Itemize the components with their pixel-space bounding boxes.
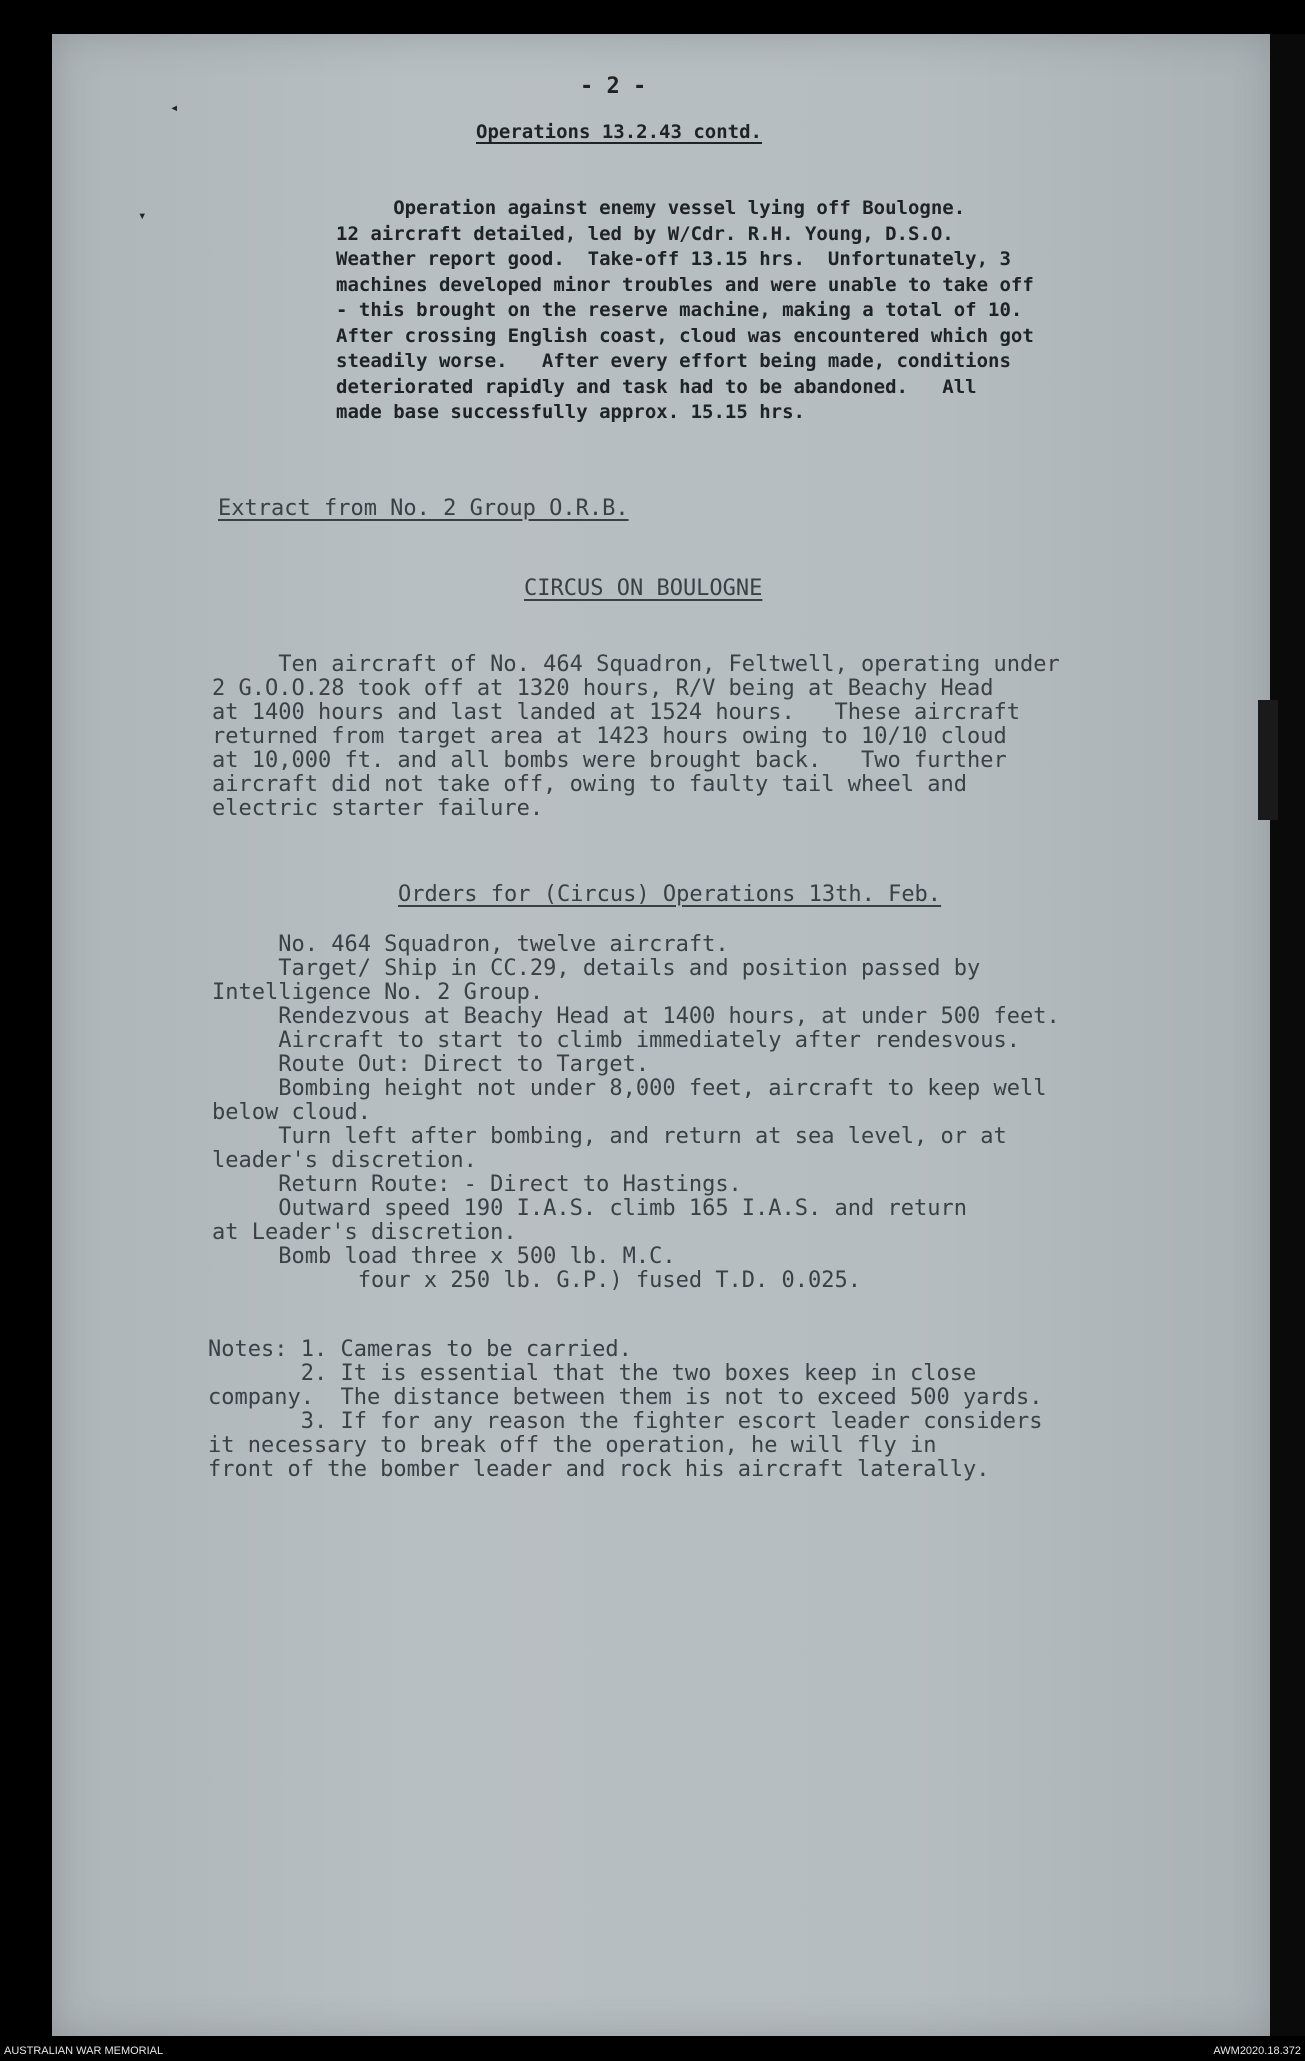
text-line: steadily worse. After every effort being made, conditions [336,350,1011,372]
text-line: No. 464 Squadron, twelve aircraft. [212,932,729,957]
text-line: 2 G.O.O.28 took off at 1320 hours, R/V being at Beachy Head [212,676,994,701]
section3-heading: Orders for (Circus) Operations 13th. Feb. [398,882,942,907]
text-line: Target/ Ship in CC.29, details and position passed by [212,956,981,981]
text-line: at 1400 hours and last landed at 1524 hours. These aircraft [212,700,1020,725]
text-line: below cloud. [212,1100,371,1125]
section2-body [212,653,1060,821]
section2-heading: Extract from No. 2 Group O.R.B. [218,496,629,521]
notes-body [208,1338,1042,1482]
section2-subheading: CIRCUS ON BOULOGNE [524,576,763,601]
text-line: machines developed minor troubles and were unable to take off [336,273,1034,296]
text-line: Bomb load three x 500 lb. M.C. [212,1244,676,1269]
text-line: at 10,000 ft. and all bombs were brought back. Two further [212,748,1007,773]
section3-body [212,933,1060,1293]
text-line: 3. If for any reason the fighter escort leader considers [208,1409,1043,1434]
punch-mark: ◂ [170,100,179,116]
text-line: - this brought on the reserve machine, making a total of 10. [336,299,1023,321]
punch-mark: ▾ [138,208,147,224]
text-line: 2. It is essential that the two boxes keep in close [208,1361,977,1386]
text-line: Bombing height not under 8,000 feet, aircraft to keep well [212,1076,1047,1101]
text-line: Route Out: Direct to Target. [212,1052,650,1077]
text-line: Notes: 1. Cameras to be carried. [208,1337,632,1362]
text-line: made base successfully approx. 15.15 hrs. [336,401,805,423]
text-line: Return Route: - Direct to Hastings. [212,1172,742,1197]
text-line: Weather report good. Take-off 13.15 hrs. Unfortunately, 3 [336,248,1011,270]
text-line: deteriorated rapidly and task had to be abandoned. All [336,375,977,398]
text-line: aircraft did not take off, owing to faulty tail wheel and [212,772,967,797]
text-line: After crossing English coast, cloud was encountered which got [336,324,1034,347]
text-line: four x 250 lb. G.P.) fused T.D. 0.025. [212,1268,862,1293]
page-number: - 2 - [580,74,647,99]
text-line: Operation against enemy vessel lying off Boulogne. [336,197,966,219]
footer-institution: AUSTRALIAN WAR MEMORIAL [4,2045,164,2057]
section1-heading: Operations 13.2.43 contd. [476,121,762,143]
text-line: Aircraft to start to climb immediately after rendesvous. [212,1028,1020,1053]
text-line: front of the bomber leader and rock his aircraft laterally. [208,1457,990,1482]
text-line: Intelligence No. 2 Group. [212,980,544,1005]
binding-edge [1270,34,1305,2036]
text-line: Rendezvous at Beachy Head at 1400 hours, at under 500 feet. [212,1004,1060,1029]
text-line: 12 aircraft detailed, led by W/Cdr. R.H. Young, D.S.O. [336,222,954,245]
text-line: Outward speed 190 I.A.S. climb 165 I.A.S. and return [212,1196,967,1221]
text-line: leader's discretion. [212,1148,477,1173]
binding-notch [1258,700,1278,820]
text-line: electric starter failure. [212,796,544,821]
footer-reference: AWM2020.18.372 [1213,2045,1301,2057]
section1-body [336,196,1034,426]
text-line: company. The distance between them is not to exceed 500 yards. [208,1385,1043,1410]
text-line: returned from target area at 1423 hours owing to 10/10 cloud [212,724,1007,749]
text-line: Ten aircraft of No. 464 Squadron, Feltwell, operating under [212,652,1060,677]
text-line: it necessary to break off the operation, he will fly in [208,1433,937,1458]
text-line: Turn left after bombing, and return at sea level, or at [212,1124,1007,1149]
text-line: at Leader's discretion. [212,1220,517,1245]
